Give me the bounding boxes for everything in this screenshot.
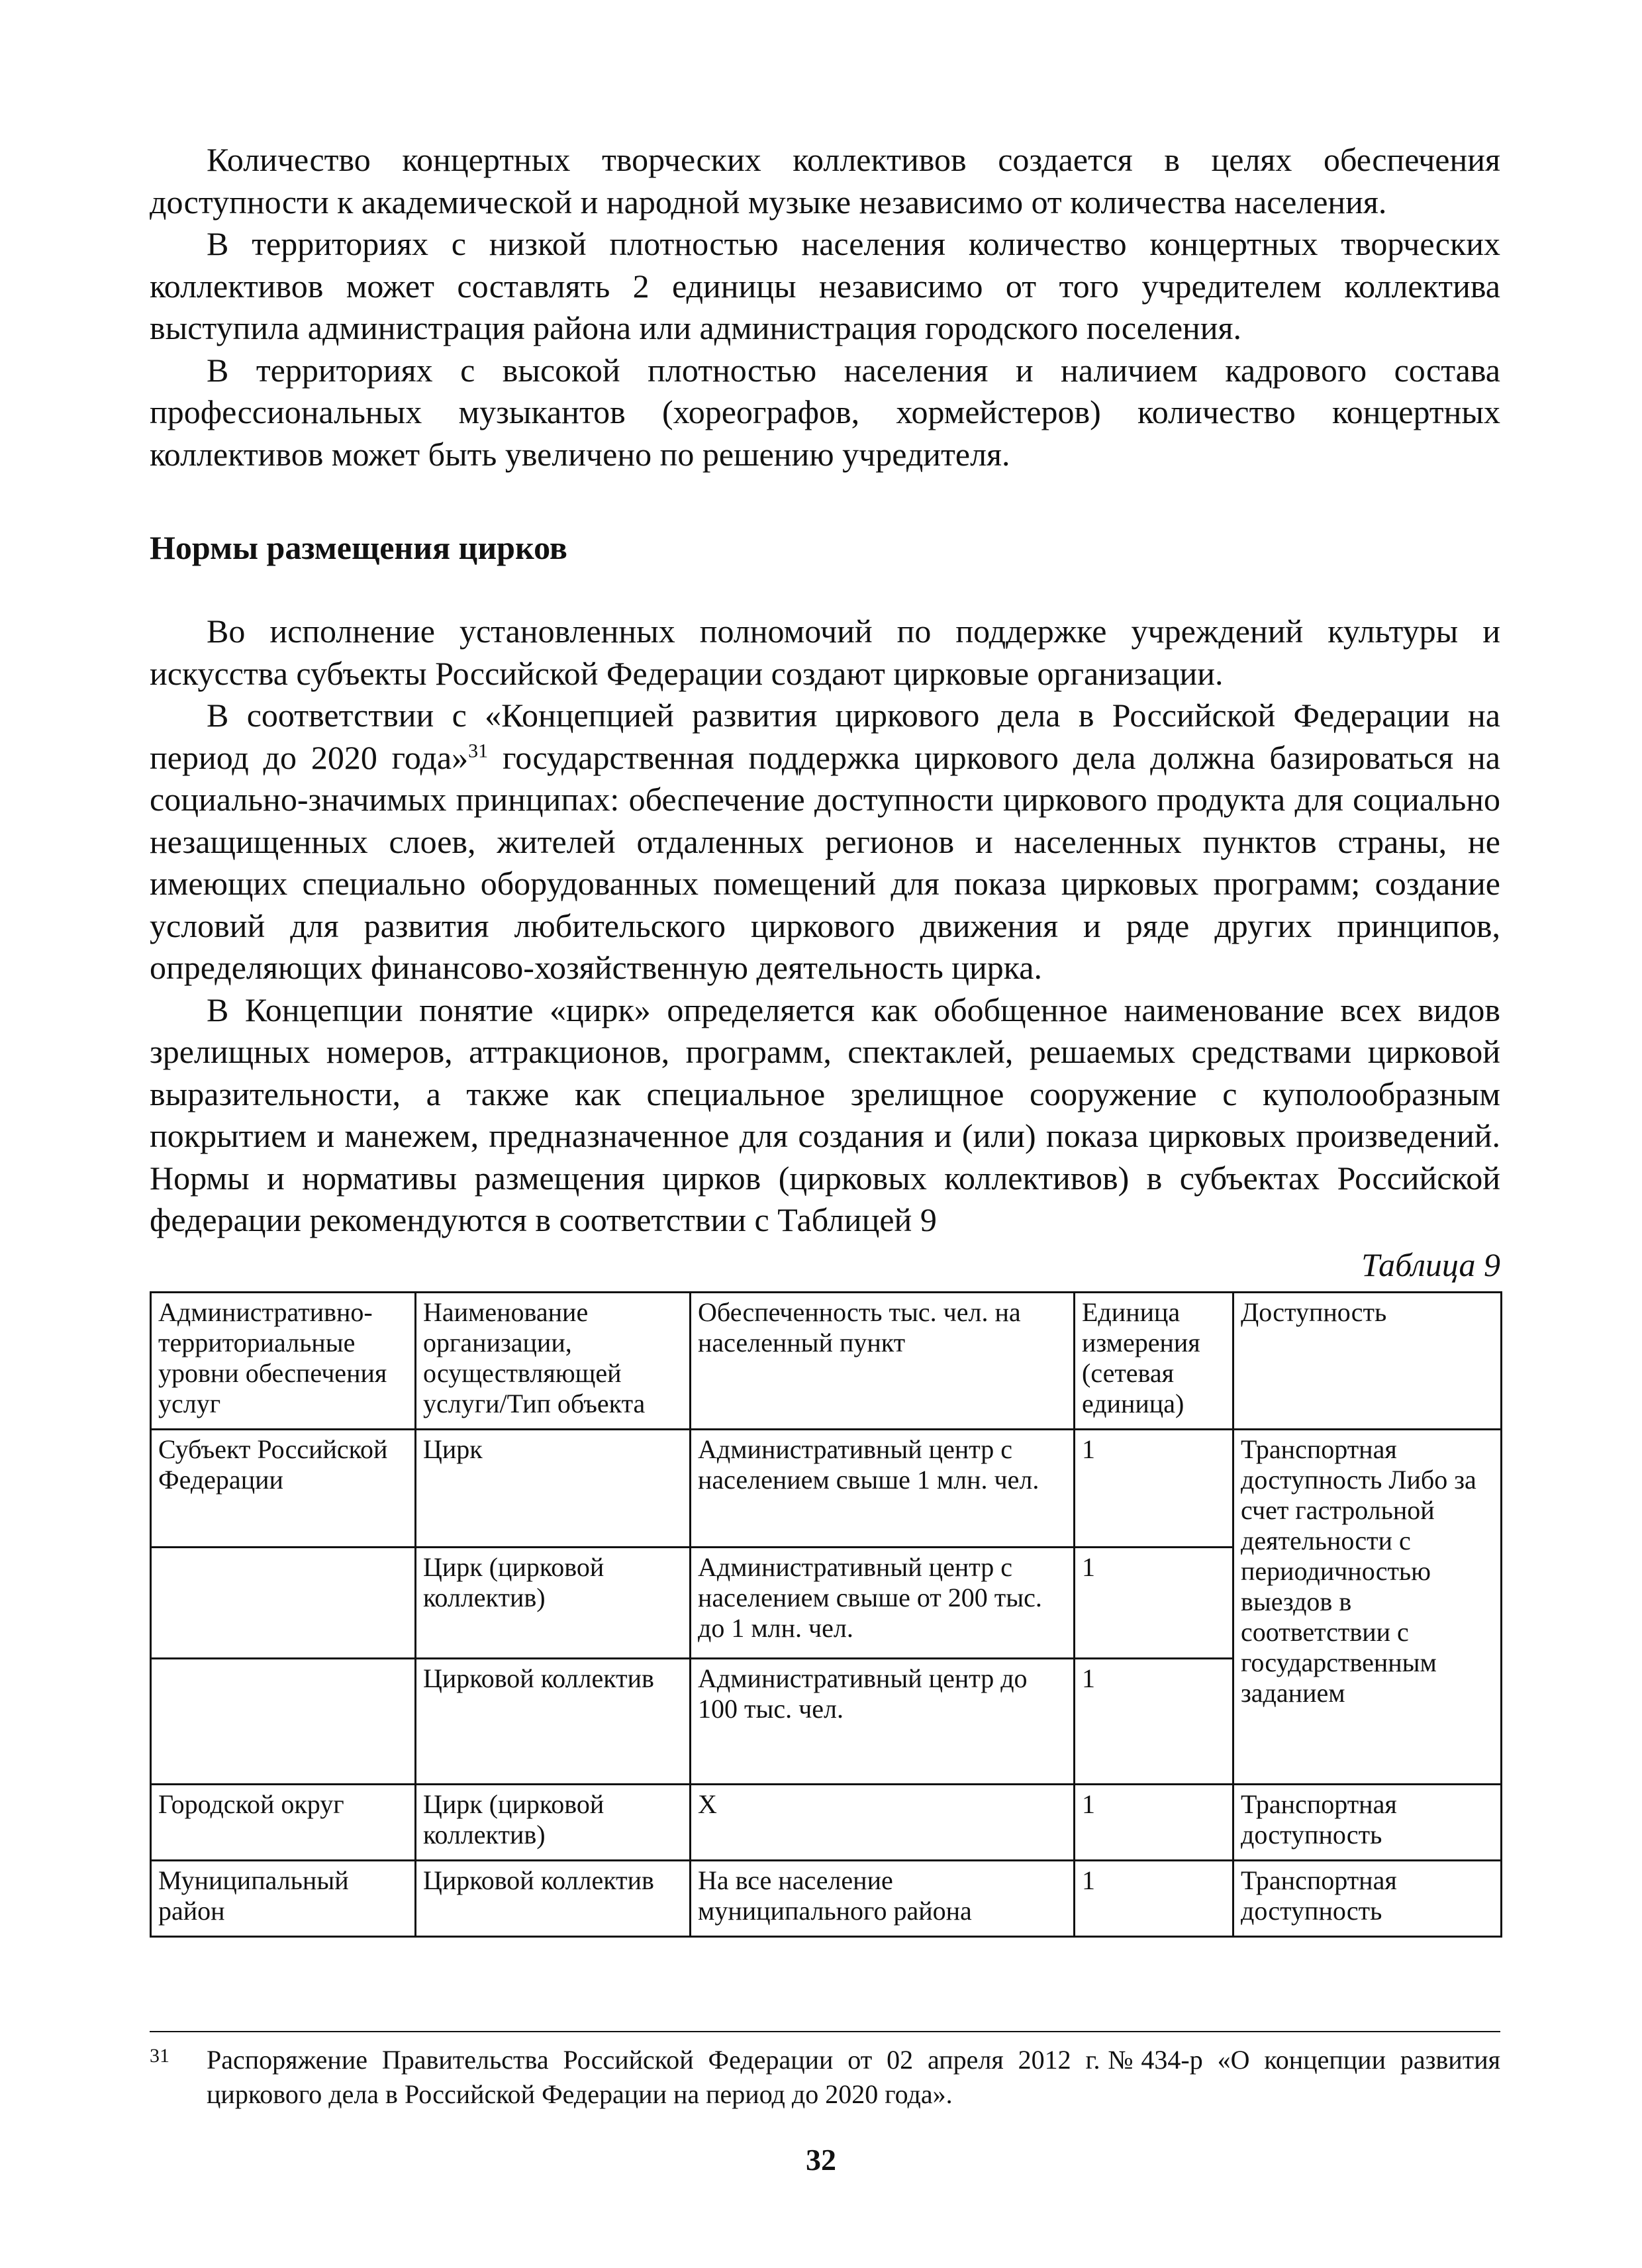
header-cell-unit: Единица измерения (сетевая единица) xyxy=(1075,1292,1233,1429)
paragraph: Во исполнение установленных полномочий по поддержке учреждений культуры и искусства субъекты Российской Федерации создают цирковые организации. xyxy=(150,613,1500,692)
paragraph-text: государственная поддержка циркового дела должна базироваться на социально-значимых принципах: обеспечение доступности циркового продукта для социально незащищенных слоев, жителей отдаленных регионов и населенных пунктов страны, не имеющих специально оборудованных помещений для показа цирковых программ; создание условий для развития любительского циркового движения и ряде других принципов, определяющих финансово-хозяйственную деятельность цирка. xyxy=(150,738,1500,986)
page-content xyxy=(150,139,1500,1938)
paragraph: В Концепции понятие «цирк» определяется как обобщенное наименование всех видов зрелищных номеров, аттракционов, программ, спектаклей, решаемых средствами цирковой выразительности, а также как специальное зрелищное сооружение с куполообразным покрытием и манежем, предназначенное для создания и (или) показа цирковых произведений. Нормы и нормативы размещения цирков (цирковых коллективов) в субъектах Российской федерации рекомендуются в соответствии с Таблицей 9 xyxy=(150,991,1500,1238)
cell-provision: На все население муниципального района xyxy=(691,1860,1075,1936)
footnote-text: Распоряжение Правительства Российской Федерации от 02 апреля 2012 г.№434-р «О концепции развития циркового дела в Российской Федерации на период до 2020 года». xyxy=(207,2045,1500,2109)
footnote-divider xyxy=(150,2031,1500,2032)
cell-unit: 1 xyxy=(1075,1658,1233,1784)
cell-access: Транспортная доступность xyxy=(1233,1860,1502,1936)
cell-level xyxy=(151,1547,416,1658)
page-number: 32 xyxy=(806,2143,836,2177)
table-row xyxy=(151,1429,1502,1547)
table-row xyxy=(151,1860,1502,1936)
cell-level: Городской округ xyxy=(151,1784,416,1860)
table-header-row xyxy=(151,1292,1502,1429)
cell-access: Транспортная доступность Либо за счет гастрольной деятельности с периодичностью выездов в соответствии с государственным заданием xyxy=(1233,1429,1502,1784)
header-cell-level: Административно-территориальные уровни обеспечения услуг xyxy=(151,1292,416,1429)
cell-level xyxy=(151,1658,416,1784)
cell-unit: 1 xyxy=(1075,1860,1233,1936)
cell-unit: 1 xyxy=(1075,1784,1233,1860)
header-cell-name: Наименование организации, осуществляющей услуги/Тип объекта xyxy=(416,1292,691,1429)
header-cell-access: Доступность xyxy=(1233,1292,1502,1429)
cell-name: Цирковой коллектив xyxy=(416,1860,691,1936)
table-row xyxy=(151,1784,1502,1860)
cell-level: Субъект Российской Федерации xyxy=(151,1429,416,1547)
cell-name: Цирк (цирковой коллектив) xyxy=(416,1784,691,1860)
cell-provision: Административный центр с населением свыше от 200 тыс. до 1 млн. чел. xyxy=(691,1547,1075,1658)
header-cell-provision: Обеспеченность тыс. чел. на населенный пункт xyxy=(691,1292,1075,1429)
paragraph-with-footnote xyxy=(150,695,1500,989)
table-caption: Таблица 9 xyxy=(1361,1246,1500,1283)
cell-level: Муниципальный район xyxy=(151,1860,416,1936)
circus-norms-table xyxy=(150,1291,1502,1938)
cell-provision: Х xyxy=(691,1784,1075,1860)
paragraph: В территориях с высокой плотностью населения и наличием кадрового состава профессиональных музыкантов (хореографов, хормейстеров) количество концертных коллективов может быть увеличено по решению учредителя. xyxy=(150,351,1500,473)
cell-provision: Административный центр до 100 тыс. чел. xyxy=(691,1658,1075,1784)
cell-name: Цирк (цирковой коллектив) xyxy=(416,1547,691,1658)
cell-unit: 1 xyxy=(1075,1547,1233,1658)
section-heading: Нормы размещения цирков xyxy=(150,529,567,566)
paragraph: Количество концертных творческих коллективов создается в целях обеспечения доступности к академической и народной музыке независимо от количества населения. xyxy=(150,141,1500,221)
footnote-reference[interactable]: 31 xyxy=(468,739,489,762)
cell-unit: 1 xyxy=(1075,1429,1233,1547)
cell-provision: Административный центр с населением свыше 1 млн. чел. xyxy=(691,1429,1075,1547)
footnote xyxy=(150,2043,1500,2112)
paragraph-text: В соответствии с «Концепцией развития циркового дела в Российской Федерации на период до 2020 года» xyxy=(150,697,1500,776)
cell-name: Цирк xyxy=(416,1429,691,1547)
paragraph: В территориях с низкой плотностью населения количество концертных творческих коллективов может составлять 2 единицы независимо от того учредителем коллектива выступила администрация района или администрация городского поселения. xyxy=(150,225,1500,346)
footnote-number: 31 xyxy=(150,2045,169,2067)
spacer xyxy=(150,569,1500,611)
cell-name: Цирковой коллектив xyxy=(416,1658,691,1784)
cell-access: Транспортная доступность xyxy=(1233,1784,1502,1860)
